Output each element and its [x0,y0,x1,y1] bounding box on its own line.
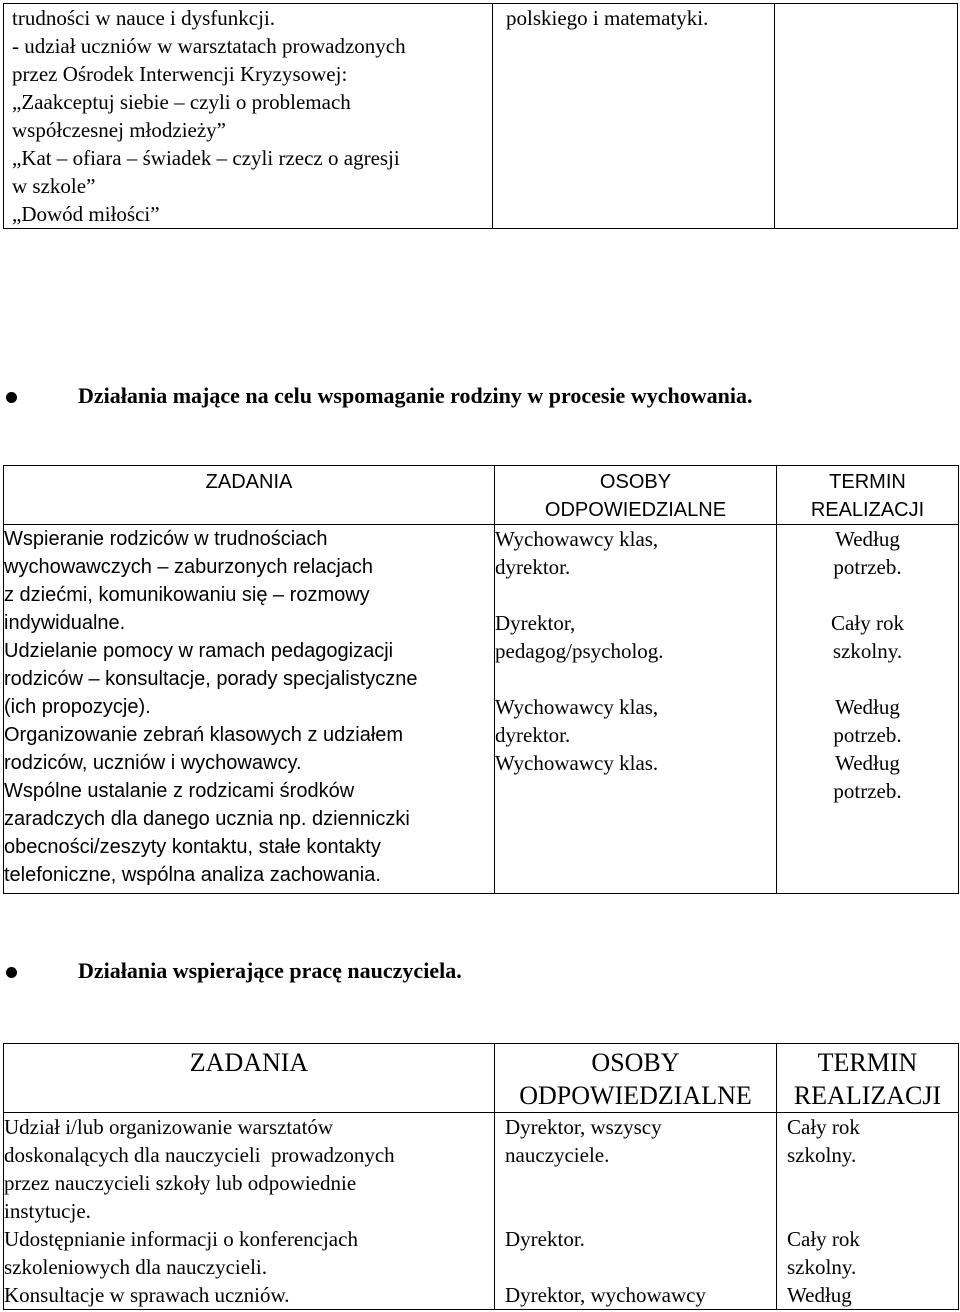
text-line: potrzeb. [833,779,902,803]
deadline-cell [777,1113,959,1310]
text-line: Wspieranie rodziców w trudnościach [4,528,328,550]
text-line: w szkole” [12,174,96,198]
text-line: Według [835,695,900,719]
text-line: zaradczych dla danego ucznia np. dzienniczki [4,808,410,830]
section-heading-text: Działania wspierające pracę nauczyciela. [78,958,462,983]
deadline-cell [777,525,959,894]
responsible-cell [495,525,777,894]
text-line: Udzielanie pomocy w ramach pedagogizacji [4,640,394,662]
text-line: Według [835,751,900,775]
tasks-cell [4,525,495,894]
text-line: polskiego i matematyki. [506,6,709,30]
text-line: Cały rok [831,611,904,635]
text-line: - udział uczniów w warsztatach prowadzonych [12,34,406,58]
text-line: Wychowawcy klas. [495,751,659,775]
table-row [4,525,959,894]
header-deadline: TERMIN REALIZACJI [777,1044,959,1113]
teacher-support-table [3,1043,959,1310]
text-line: Dyrektor, wszyscy [505,1115,662,1139]
section-heading-text: Działania mające na celu wspomaganie rodziny w procesie wychowania. [78,383,753,408]
text-line: szkolny. [787,1255,857,1279]
continued-tasks-cell [4,4,493,228]
text-line: potrzeb. [833,723,902,747]
bullet-icon [6,392,17,403]
text-line: Według [835,527,900,551]
text-line: pedagog/psycholog. [495,639,664,663]
spacer [495,665,776,693]
continued-responsible-cell [493,4,775,228]
family-support-table [3,465,959,894]
text-line: Dyrektor, [495,611,576,635]
text-line: (ich propozycje). [4,696,151,718]
text-line: trudności w nauce i dysfunkcji. [12,6,276,30]
header-responsible: OSOBY ODPOWIEDZIALNE [495,466,777,525]
text-line: nauczyciele. [505,1143,610,1167]
text-line: instytucje. [4,1199,91,1223]
text-line: Dyrektor, wychowawcy [505,1283,706,1307]
text-line: Dyrektor. [505,1227,585,1251]
header-deadline: TERMIN REALIZACJI [777,466,959,525]
text-line: przez nauczycieli szkoły lub odpowiednie [4,1171,357,1195]
text-line: indywidualne. [4,612,126,634]
header-tasks: ZADANIA [4,466,495,525]
text-line: Wychowawcy klas, [495,527,659,551]
text-line: rodziców, uczniów i wychowawcy. [4,752,302,774]
text-line: doskonalących dla nauczycieli prowadzonych [4,1143,395,1167]
text-line: potrzeb. [833,555,902,579]
section-heading-teacher [0,958,960,988]
text-line: szkolny. [787,1143,857,1167]
text-line: przez Ośrodek Interwencji Kryzysowej: [12,62,348,86]
text-line: Cały rok [787,1227,860,1251]
text-line: współczesnej młodzieży” [12,118,226,142]
text-line: Wspólne ustalanie z rodzicami środków [4,780,355,802]
text-line: „Kat – ofiara – świadek – czyli rzecz o agresji [12,146,400,170]
text-line: obecności/zeszyty kontaktu, stałe kontakty [4,836,381,858]
table-header-row [4,1044,959,1113]
bullet-icon [6,967,17,978]
spacer [505,1253,776,1281]
text-line: dyrektor. [495,555,571,579]
text-line: szkoleniowych dla nauczycieli. [4,1255,267,1279]
text-line: z dziećmi, komunikowaniu się – rozmowy [4,584,370,606]
table-row [4,1113,959,1310]
continued-table [3,3,958,229]
spacer [495,581,776,609]
text-line: dyrektor. [495,723,571,747]
spacer [777,581,958,609]
section-heading-family [0,383,960,413]
text-line: szkolny. [832,639,903,663]
spacer [787,1169,958,1197]
tasks-cell [4,1113,495,1310]
responsible-cell [495,1113,777,1310]
text-line: wychowawczych – zaburzonych relacjach [4,556,374,578]
spacer [505,1169,776,1197]
text-line: Udostępnianie informacji o konferencjach [4,1227,358,1251]
spacer [777,665,958,693]
text-line: Organizowanie zebrań klasowych z udziałem [4,724,404,746]
spacer [787,1197,958,1225]
text-line: „Zaakceptuj siebie – czyli o problemach [12,90,351,114]
text-line: telefoniczne, wspólna analiza zachowania. [4,864,381,886]
header-tasks: ZADANIA [4,1044,495,1113]
text-line: rodziców – konsultacje, porady specjalistyczne [4,668,418,690]
text-line: Cały rok [787,1115,860,1139]
text-line: Według [787,1283,852,1307]
table-header-row [4,466,959,525]
text-line: Udział i/lub organizowanie warsztatów [4,1115,334,1139]
text-line: Konsultacje w sprawach uczniów. [4,1283,290,1307]
text-line: „Dowód miłości” [12,202,160,226]
spacer [505,1197,776,1225]
text-line: Wychowawcy klas, [495,695,659,719]
header-responsible: OSOBY ODPOWIEDZIALNE [495,1044,777,1113]
